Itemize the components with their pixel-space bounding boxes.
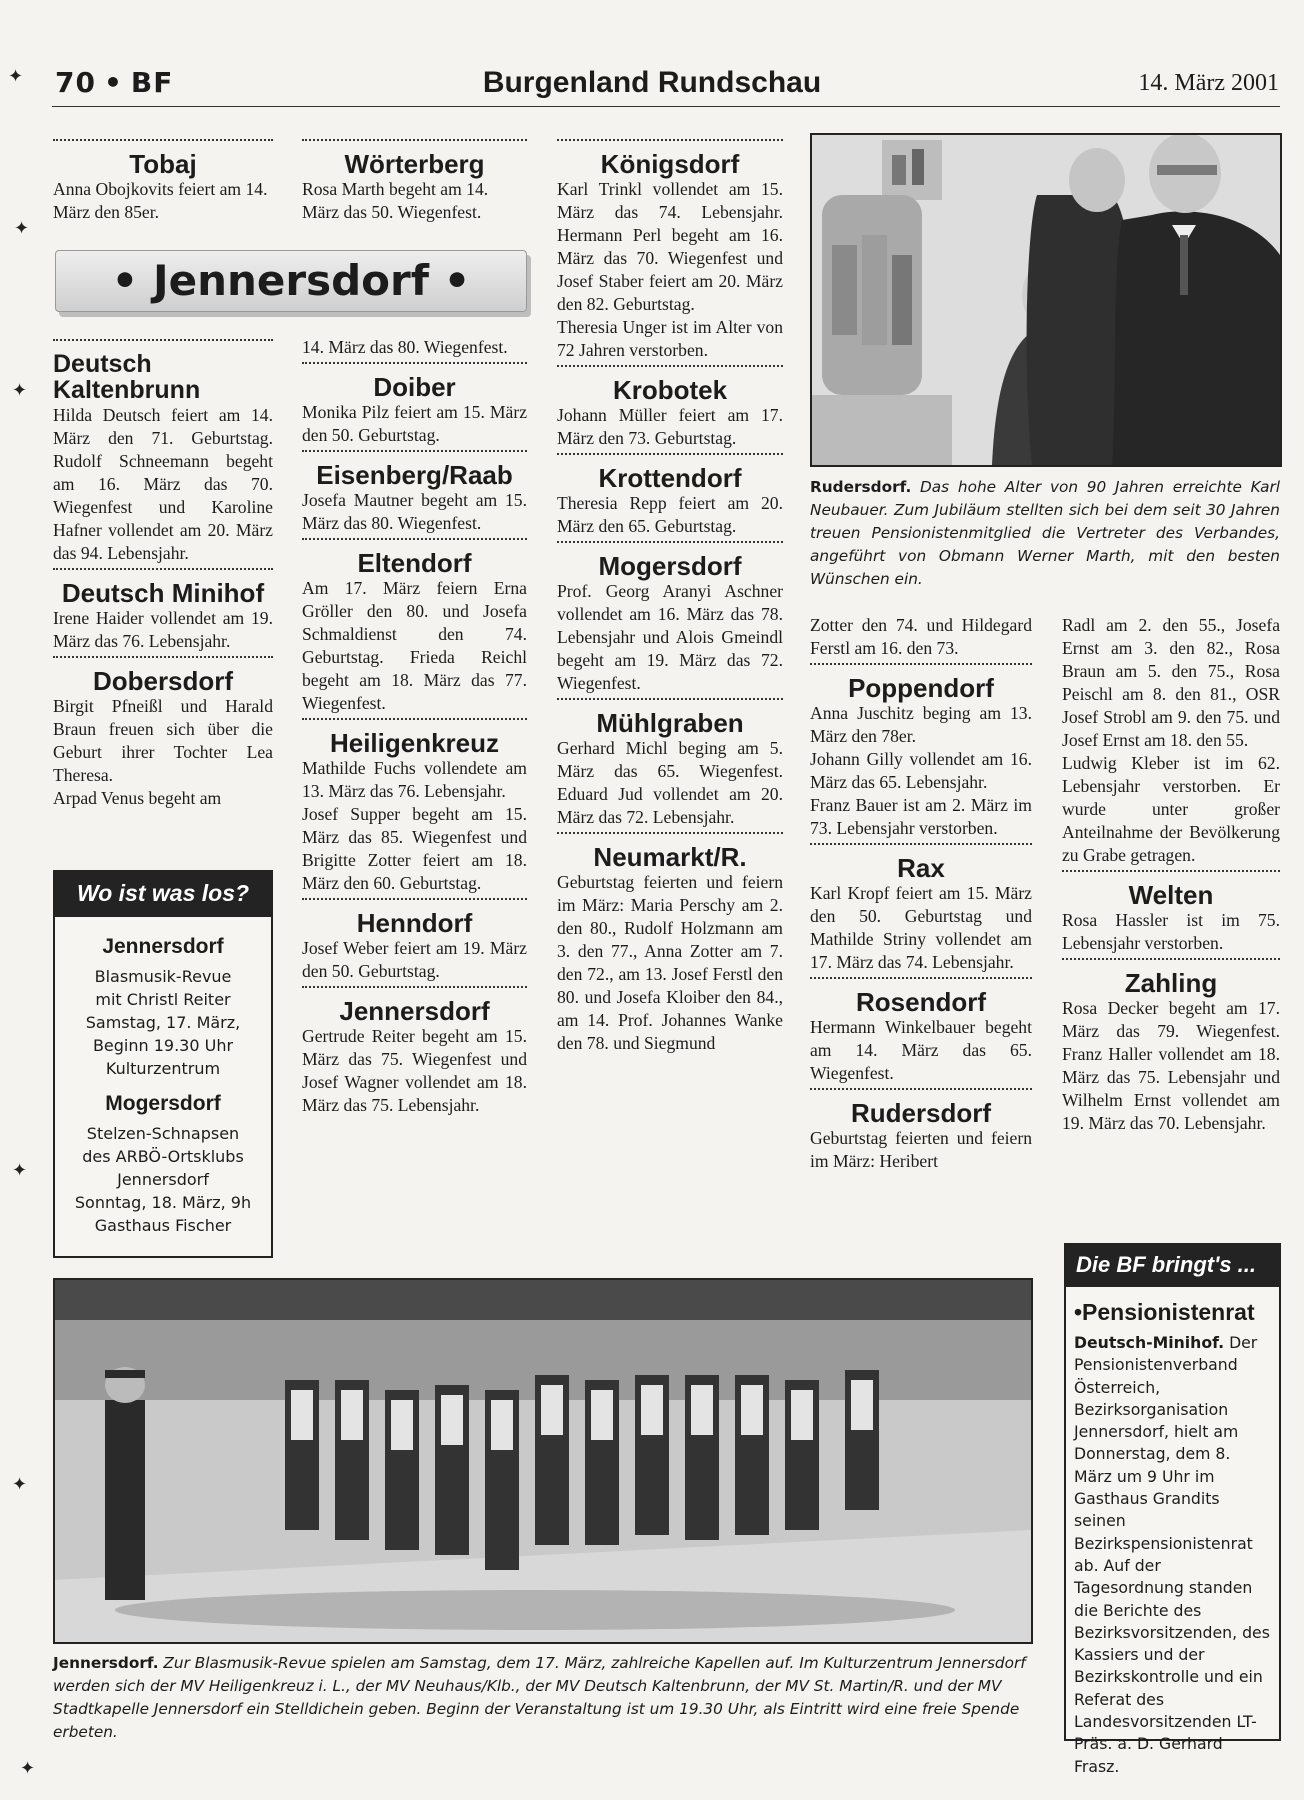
article-text: Monika Pilz feiert am 15. März den 50. Geburtstag. [302,402,527,445]
event-line: Sonntag, 18. März, 9h [74,1193,252,1212]
article-text: Mathilde Fuchs vollendete am 13. März das 76. Lebensjahr. [302,758,527,801]
article-text: 14. März das 80. Wiegenfest. [302,337,508,357]
place-heading: Mühlgraben [557,698,783,736]
article-text: Anna Juschitz beging am 13. März den 78er. [810,703,1032,746]
place-heading: Mogersdorf [557,541,783,579]
bf-item-place: Deutsch-Minihof. [1074,1333,1225,1352]
place-heading: Wörterberg [302,139,527,177]
bf-item-title: •Pensionistenrat [1074,1299,1255,1325]
event-line: Stelzen-Schnapsen [86,1124,240,1143]
photo-caption [53,1652,1038,1744]
article-text: Karl Trinkl vollendet am 15. März das 74. Lebensjahr. Hermann Perl begeht am 16. März das 70. Wiegenfest und Josef Staber feiert am 20. März den 82. Geburtstag. [557,179,783,314]
margin-mark: ✦ [12,1474,28,1494]
place-heading: Rudersdorf [810,1088,1032,1126]
events-box [53,870,273,1258]
bf-box-title: Die BF bringt's ... [1066,1245,1279,1287]
events-box-title: Wo ist was los? [55,872,271,917]
article-text: Irene Haider vollendet am 19. März das 76. Lebensjahr. [53,608,273,651]
article-text: Birgit Pfneißl und Harald Braun freuen sich über die Geburt ihrer Tochter Lea Theresa. [53,696,273,785]
article-text: Karl Kropf feiert am 15. März den 50. Geburtstag und Mathilde Striny vollendet am 17. März das 74. Lebensjahr. [810,883,1032,972]
article-text: Arpad Venus begeht am [53,788,222,808]
event-line: Blasmusik-Revue [94,967,232,986]
place-heading: Dobersdorf [53,656,273,694]
column-3 [557,136,783,1055]
bf-brings-box [1064,1243,1281,1776]
place-heading: Poppendorf [810,663,1032,701]
article-text: Prof. Georg Aranyi Aschner vollendet am 16. März das 78. Lebensjahr und Alois Gmeindl begeht am 19. März das 72. Wiegenfest. [557,581,783,693]
article-text: Ludwig Kleber ist im 62. Lebensjahr verstorben. Er wurde unter großer Anteilnahme der Bevölkerung zu Grabe getragen. [1062,753,1280,865]
event-city: Mogersdorf [105,1092,221,1115]
margin-mark: ✦ [20,1758,36,1778]
event-line: Kulturzentrum [105,1059,221,1078]
article-text: Johann Müller feiert am 17. März den 73. Geburtstag. [557,405,783,448]
section-banner: • Jennersdorf • [55,250,527,312]
margin-mark: ✦ [8,66,24,86]
article-text: Rosa Hassler ist im 75. Lebensjahr verstorben. [1062,910,1280,953]
article-text: Josef Supper begeht am 15. März das 85. Wiegenfest und Brigitte Zotter feiert am 18. März den 60. Geburtstag. [302,804,527,893]
place-heading: Neumarkt/R. [557,832,783,870]
caption-place: Rudersdorf. [810,478,912,496]
place-heading: Rosendorf [810,977,1032,1015]
place-heading: Deutsch Kaltenbrunn [53,339,273,403]
place-heading: Rax [810,843,1032,881]
event-line: Beginn 19.30 Uhr [92,1036,234,1055]
event-city: Jennersdorf [102,935,224,958]
place-heading: Königsdorf [557,139,783,177]
header-rule [52,106,1280,107]
place-heading: Jennersdorf [302,986,527,1024]
column-4 [810,614,1032,1173]
photo-caption [810,476,1280,591]
place-heading: Doiber [302,362,527,400]
place-heading: Krobotek [557,365,783,403]
caption-text: Das hohe Alter von 90 Jahren erreichte Karl Neubauer. Zum Jubiläum stellten sich bei dem seit 30 Jahren treuen Pensionistenmitglied die Vertreter des Verbandes, angeführt von Obmann Werner Marth, mit den besten Wünschen ein. [810,478,1280,588]
masthead: Burgenland Rundschau [482,66,822,99]
photo-rudersdorf [810,133,1282,467]
article-text: Theresia Repp feiert am 20. März den 65. Geburtstag. [557,493,783,536]
article-text: Theresia Unger ist im Alter von 72 Jahren verstorben. [557,317,783,360]
article-text: Franz Bauer ist am 2. März im 73. Lebensjahr verstorben. [810,795,1032,838]
article-text: Gertrude Reiter begeht am 15. März das 75. Wiegenfest und Josef Wagner vollendet am 18. März das 75. Lebensjahr. [302,1026,527,1115]
place-heading: Deutsch Minihof [53,568,273,606]
caption-text: Zur Blasmusik-Revue spielen am Samstag, dem 17. März, zahlreiche Kapellen auf. Im Kulturzentrum Jennersdorf werden sich der MV Heiligenkreuz i. L., der MV Neuhaus/Klb., der MV Deutsch Kaltenbrunn, der MV St. Martin/R. und der MV Stadtkapelle Jennersdorf ein Stelldichein geben. Beginn der Veranstaltung ist um 19.30 Uhr, als Eintritt wird eine freie Spende erbeten. [53,1654,1026,1741]
article-text: Josefa Mautner begeht am 15. März das 80. Wiegenfest. [302,490,527,533]
place-heading: Zahling [1062,958,1280,996]
article-text: Johann Gilly vollendet am 16. März das 65. Lebensjahr. [810,749,1032,792]
event-line: Samstag, 17. März, [85,1013,241,1032]
photo-rudersdorf-image [812,135,1280,465]
bf-item-text: Der Pensionistenverband Österreich, Bezirksorganisation Jennersdorf, hielt am Donnerstag, dem 8. März um 9 Uhr im Gasthaus Grandits seinen Bezirkspensionistenrat ab. Auf der Tagesordnung standen die Berichte des Bezirksvorsitzenden, des Kassiers und der Bezirkskontrolle und ein Referat des Landesvorsitzenden LT-Präs. a. D. Gerhard Frasz. [1074,1333,1270,1776]
article-text: Anna Obojkovits feiert am 14. März den 85er. [53,179,268,222]
place-heading: Krottendorf [557,453,783,491]
column-1 [53,336,273,810]
place-heading: Welten [1062,870,1280,908]
event-line: Jennersdorf [117,1170,209,1189]
article-text: Rosa Marth begeht am 14. März das 50. Wiegenfest. [302,179,489,222]
article-tobaj [53,136,273,224]
place-heading: Eltendorf [302,538,527,576]
article-text: Zotter den 74. und Hildegard Ferstl am 16. den 73. [810,615,1032,658]
column-2 [302,336,527,1117]
page-number: 70 • BF [55,66,174,99]
place-heading: Heiligenkreuz [302,718,527,756]
margin-mark: ✦ [14,218,30,238]
article-text: Am 17. März feiern Erna Gröller den 80. und Josefa Schmaldienst den 74. Geburtstag. Frieda Reichl begeht am 18. März das 77. Wiegenfest. [302,578,527,713]
photo-jennersdorf-band [53,1278,1033,1644]
event-line: Gasthaus Fischer [94,1216,232,1235]
photo-band-image [55,1280,1031,1642]
article-text: Radl am 2. den 55., Josefa Ernst am 3. den 82., Rosa Braun am 5. den 75., Rosa Peischl am 8. den 81., OSR Josef Strobl am 9. den 75. und Josef Ernst am 18. den 55. [1062,615,1280,750]
article-text: Josef Weber feiert am 19. März den 50. Geburtstag. [302,938,527,981]
article-text: Rosa Decker begeht am 17. März das 79. Wiegenfest. Franz Haller vollendet am 18. März das 75. Lebensjahr und Wilhelm Ernst vollendet am 19. März das 70. Lebensjahr. [1062,998,1280,1133]
place-heading: Tobaj [53,139,273,177]
article-text: Hilda Deutsch feiert am 14. März den 71. Geburtstag. Rudolf Schneemann begeht am 16. März das 70. Wiegenfest und Karoline Hafner vollendet am 20. März das 94. Lebensjahr. [53,405,273,563]
article-text: Geburtstag feierten und feiern im März: Maria Perschy am 2. den 80., Rudolf Holzmann am 3. den 77., Anna Zotter am 7. den 72., am 13. Josef Ferstl den 80. und Josefa Kloiber den 84., am 14. Prof. Johannes Wanke den 78. und Siegmund [557,872,783,1053]
issue-date: 14. März 2001 [1138,70,1279,96]
margin-mark: ✦ [12,380,28,400]
article-woerterberg [302,136,527,224]
margin-mark: ✦ [12,1160,28,1180]
event-line: mit Christl Reiter [95,990,231,1009]
article-text: Geburtstag feierten und feiern im März: Heribert [810,1128,1032,1171]
caption-place: Jennersdorf. [53,1654,159,1672]
article-text: Hermann Winkelbauer begeht am 14. März das 65. Wiegenfest. [810,1017,1032,1083]
column-5 [1062,614,1280,1135]
event-line: des ARBÖ-Ortsklubs [82,1147,244,1166]
place-heading: Eisenberg/Raab [302,450,527,488]
article-text: Gerhard Michl beging am 5. März das 65. Wiegenfest. Eduard Jud vollendet am 20. März das 72. Lebensjahr. [557,738,783,827]
place-heading: Henndorf [302,898,527,936]
